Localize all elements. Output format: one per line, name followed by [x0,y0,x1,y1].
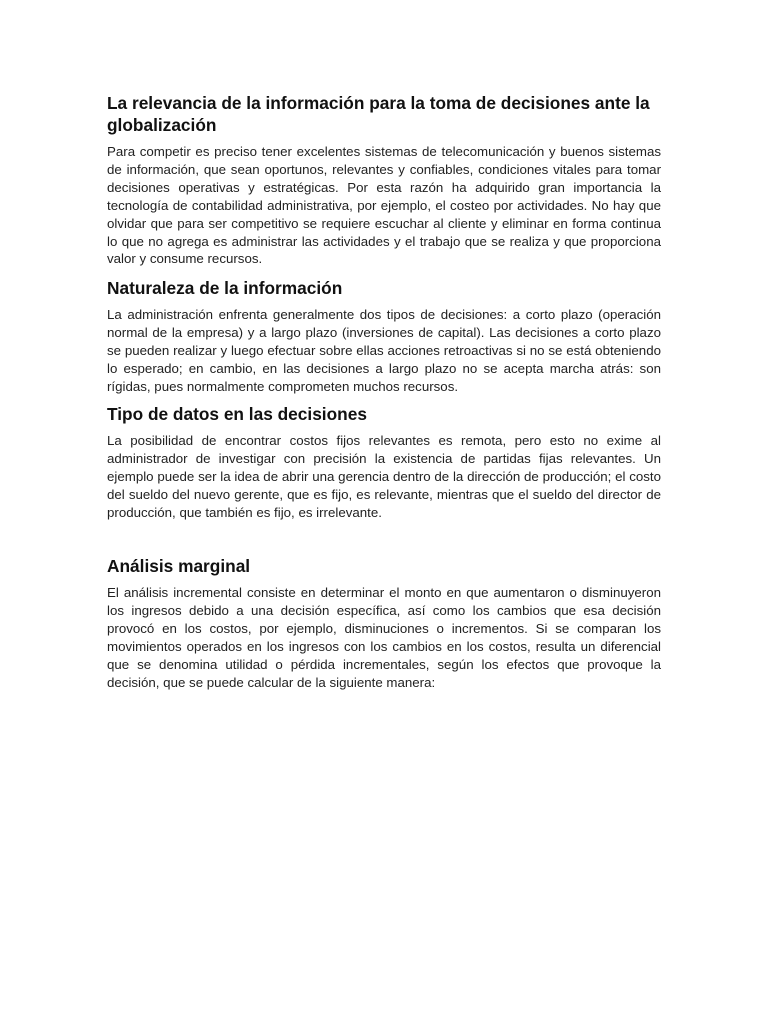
section-paragraph-naturaleza: La administración enfrenta generalmente dos tipos de decisiones: a corto plazo (operación normal de la empresa) y a largo plazo (inversiones de capital). Las decisiones a corto plazo se pueden realizar y luego efectuar sobre ellas acciones retroactivas si no se está obteniendo lo esperado; en cambio, en las decisiones a largo plazo no se acepta marcha atrás: son rígidas, pues normalmente comprometen muchos recursos. [107,307,661,394]
section-heading-analisis-marginal: Análisis marginal [107,556,251,577]
section-heading-relevancia: La relevancia de la información para la toma de decisiones ante la globalización [107,93,650,135]
section-paragraph-tipo-datos: La posibilidad de encontrar costos fijos relevantes es remota, pero esto no exime al administrador de investigar con precisión la existencia de partidas fijas relevantes. Un ejemplo puede ser la idea de abrir una gerencia dentro de la dirección de producción; el costo del sueldo del nuevo gerente, que es fijo, es relevante, mientras que el sueldo del director de producción, que también es fijo, es irrelevante. [107,432,661,520]
section-heading-naturaleza: Naturaleza de la información [107,278,343,299]
section-paragraph-analisis-marginal: El análisis incremental consiste en determinar el monto en que aumentaron o disminuyeron los ingresos debido a una decisión específica, así como los cambios que esa decisión provocó en los costos, por ejemplo, disminuciones o incrementos. Si se comparan los movimientos operados en los ingresos con los cambios en los costos, resulta un diferencial que se denomina utilidad o pérdida incrementales, según los efectos que provoque la decisión, que se puede calcular de la siguiente manera: [107,585,661,690]
document-page [107,92,661,692]
section-paragraph-relevancia: Para competir es preciso tener excelentes sistemas de telecomunicación y buenos sistemas de información, que sean oportunos, relevantes y confiables, condiciones vitales para tomar decisiones operativas y estratégicas. Por esta razón ha adquirido gran importancia la tecnología de contabilidad administrativa, por ejemplo, el costeo por actividades. No hay que olvidar que para ser competitivo se requiere escuchar al cliente y eliminar en forma continua lo que no agrega es administrar las actividades y el trabajo que se realiza y que proporciona valor y consume recursos. [107,144,661,267]
section-heading-tipo-datos: Tipo de datos en las decisiones [107,403,367,424]
